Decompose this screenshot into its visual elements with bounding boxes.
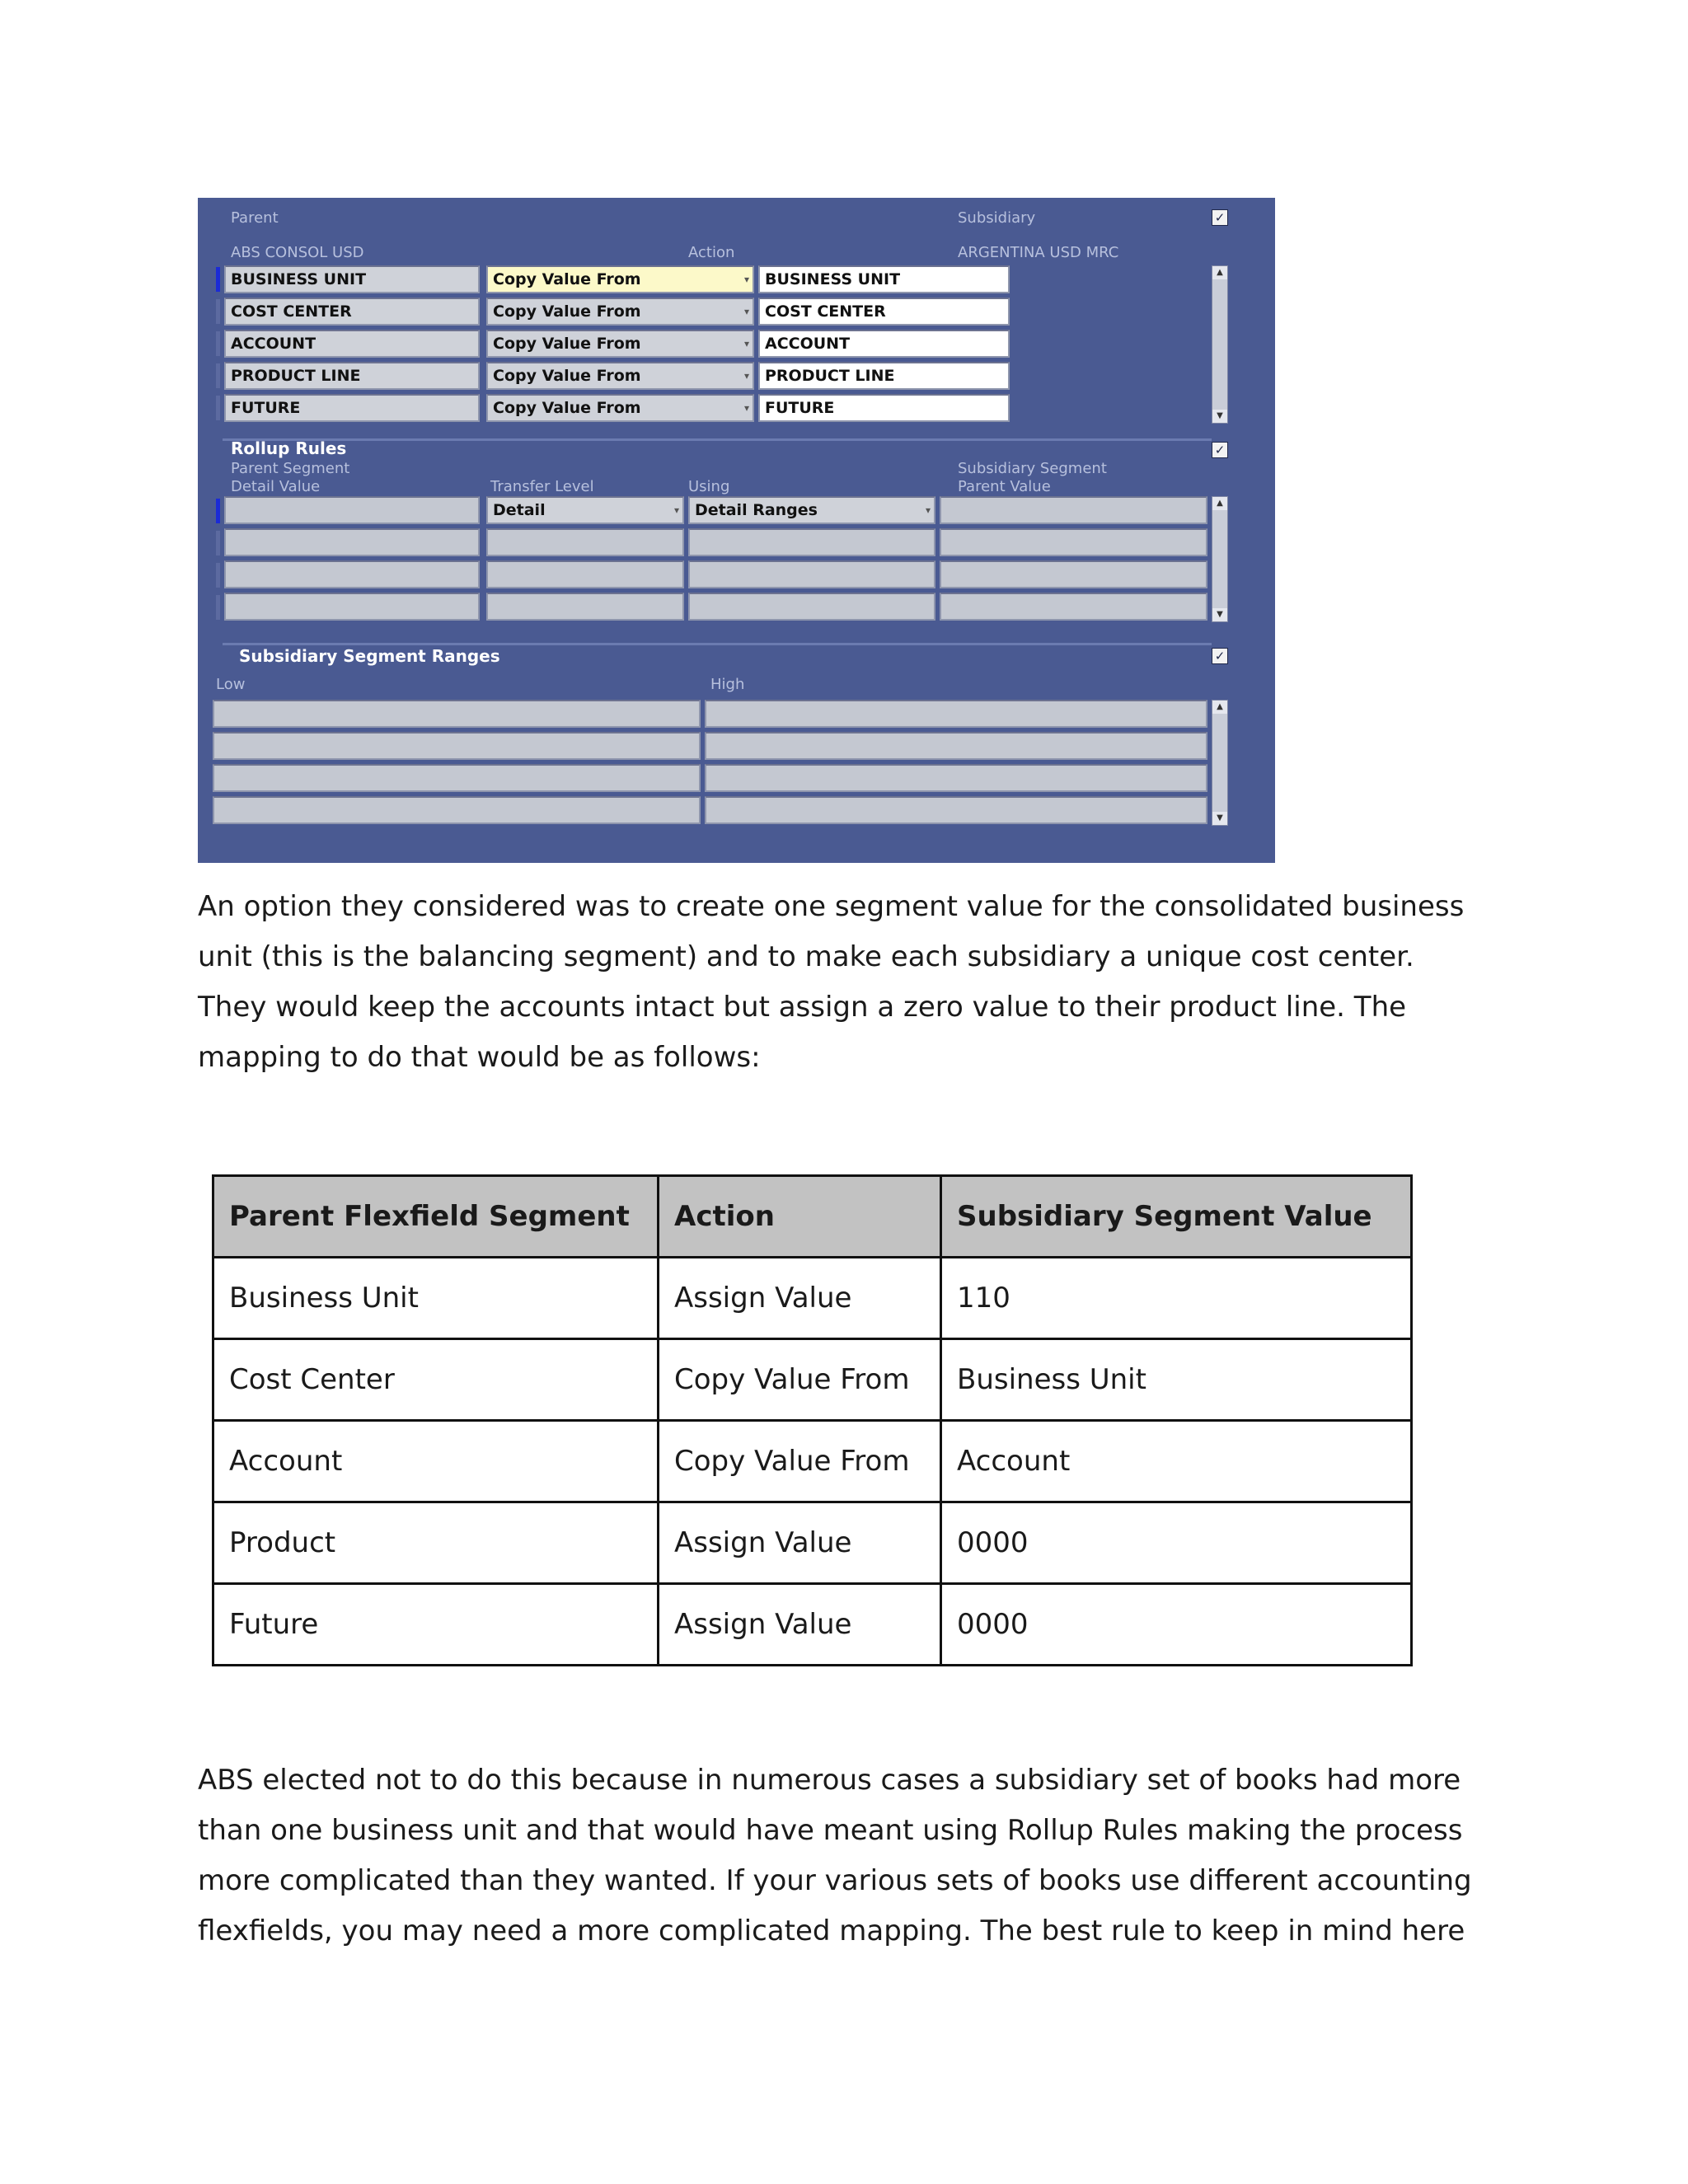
parent-segment-field[interactable]: ACCOUNT xyxy=(224,330,480,358)
segment-mapping-table xyxy=(212,1174,1413,1666)
row-indicator[interactable] xyxy=(216,499,220,523)
table-row xyxy=(213,1502,1412,1584)
table-cell: Copy Value From xyxy=(659,1421,941,1502)
action-select[interactable] xyxy=(486,298,754,326)
column-header: Parent Flexfield Segment xyxy=(213,1176,659,1258)
high-field[interactable] xyxy=(705,764,1207,792)
row-indicator[interactable] xyxy=(216,331,220,356)
section-divider xyxy=(223,438,1212,441)
high-field[interactable] xyxy=(705,732,1207,760)
action-select-value: Copy Value From xyxy=(493,399,641,417)
table-header-row xyxy=(213,1176,1412,1258)
subsidiary-segment-field[interactable]: ACCOUNT xyxy=(758,330,1010,358)
table-cell: Account xyxy=(213,1421,659,1502)
scroll-down-icon[interactable]: ▼ xyxy=(1212,608,1227,621)
parent-set-of-books: ABS CONSOL USD xyxy=(231,244,364,261)
scroll-up-icon[interactable]: ▲ xyxy=(1212,266,1227,279)
subsidiary-segment-label: Subsidiary Segment xyxy=(958,460,1107,477)
table-row xyxy=(213,1421,1412,1502)
parent-value-label: Parent Value xyxy=(958,478,1051,495)
scroll-up-icon[interactable]: ▲ xyxy=(1212,497,1227,510)
row-indicator[interactable] xyxy=(216,396,220,420)
parent-value-field[interactable] xyxy=(940,560,1207,588)
action-select-value: Copy Value From xyxy=(493,302,641,321)
rollup-section-checkbox[interactable]: ✓ xyxy=(1212,442,1228,458)
column-header: Action xyxy=(659,1176,941,1258)
subsidiary-segment-ranges-title: Subsidiary Segment Ranges xyxy=(239,646,500,666)
table-cell: Assign Value xyxy=(659,1502,941,1584)
low-field[interactable] xyxy=(213,700,701,728)
detail-value-field[interactable] xyxy=(224,496,480,524)
segment-rows-scrollbar[interactable] xyxy=(1212,265,1228,424)
transfer-level-value: Detail xyxy=(493,501,546,519)
action-select[interactable] xyxy=(486,394,754,422)
range-rows-scrollbar[interactable] xyxy=(1212,700,1228,826)
table-cell: Assign Value xyxy=(659,1258,941,1339)
paragraph-line: than one business unit and that would have meant using Rollup Rules making the process xyxy=(198,1814,1463,1847)
dropdown-arrow-icon[interactable]: ▾ xyxy=(925,504,931,516)
parent-segment-field[interactable]: COST CENTER xyxy=(224,298,480,326)
scroll-down-icon[interactable]: ▼ xyxy=(1212,812,1227,825)
table-cell: Cost Center xyxy=(213,1339,659,1421)
table-cell: Account xyxy=(941,1421,1412,1502)
paragraph-line: They would keep the accounts intact but assign a zero value to their product line. The xyxy=(198,991,1407,1024)
dropdown-arrow-icon[interactable]: ▾ xyxy=(743,402,749,414)
action-select-value: Copy Value From xyxy=(493,335,641,353)
body-paragraph xyxy=(198,1755,1484,1957)
detail-value-label: Detail Value xyxy=(231,478,321,495)
detail-value-field[interactable] xyxy=(224,528,480,556)
using-label: Using xyxy=(688,478,730,495)
subsidiary-segment-field[interactable]: FUTURE xyxy=(758,394,1010,422)
action-select-value: Copy Value From xyxy=(493,270,641,288)
using-select[interactable] xyxy=(688,528,935,556)
ranges-section-checkbox[interactable]: ✓ xyxy=(1212,648,1228,664)
paragraph-line: An option they considered was to create one segment value for the consolidated business xyxy=(198,890,1465,923)
table-cell: Business Unit xyxy=(941,1339,1412,1421)
dropdown-arrow-icon[interactable]: ▾ xyxy=(743,338,749,349)
table-cell: Product xyxy=(213,1502,659,1584)
row-indicator[interactable] xyxy=(216,299,220,324)
paragraph-line: flexfields, you may need a more complicated mapping. The best rule to keep in mind here xyxy=(198,1915,1465,1947)
parent-segment-field[interactable]: FUTURE xyxy=(224,394,480,422)
action-select[interactable] xyxy=(486,362,754,390)
rollup-rules-title: Rollup Rules xyxy=(231,438,347,458)
high-field[interactable] xyxy=(705,700,1207,728)
using-select[interactable] xyxy=(688,593,935,621)
using-select[interactable] xyxy=(688,560,935,588)
scroll-down-icon[interactable]: ▼ xyxy=(1212,410,1227,423)
parent-value-field[interactable] xyxy=(940,593,1207,621)
low-field[interactable] xyxy=(213,732,701,760)
low-label: Low xyxy=(216,676,246,693)
table-cell: Business Unit xyxy=(213,1258,659,1339)
detail-value-field[interactable] xyxy=(224,593,480,621)
low-field[interactable] xyxy=(213,796,701,824)
body-paragraph xyxy=(198,882,1484,1083)
dropdown-arrow-icon[interactable]: ▾ xyxy=(743,306,749,317)
detail-value-field[interactable] xyxy=(224,560,480,588)
using-value: Detail Ranges xyxy=(695,501,818,519)
action-select-value: Copy Value From xyxy=(493,367,641,385)
parent-label: Parent xyxy=(231,209,279,227)
dropdown-arrow-icon[interactable]: ▾ xyxy=(673,504,679,516)
paragraph-line: unit (this is the balancing segment) and to make each subsidiary a unique cost center. xyxy=(198,940,1414,973)
action-column-label: Action xyxy=(688,244,735,261)
row-indicator[interactable] xyxy=(216,363,220,388)
transfer-level-select[interactable] xyxy=(486,496,684,524)
segment-mapping-form-screenshot xyxy=(198,198,1275,863)
row-indicator[interactable] xyxy=(216,267,220,292)
high-label: High xyxy=(710,676,745,693)
parent-segment-field[interactable]: BUSINESS UNIT xyxy=(224,265,480,293)
action-select[interactable] xyxy=(486,330,754,358)
table-cell: 0000 xyxy=(941,1584,1412,1666)
subsidiary-segment-field[interactable]: PRODUCT LINE xyxy=(758,362,1010,390)
rollup-rows-scrollbar[interactable] xyxy=(1212,496,1228,622)
transfer-level-select[interactable] xyxy=(486,593,684,621)
table-row xyxy=(213,1258,1412,1339)
parent-segment-field[interactable]: PRODUCT LINE xyxy=(224,362,480,390)
transfer-level-label: Transfer Level xyxy=(490,478,594,495)
table-cell: Copy Value From xyxy=(659,1339,941,1421)
subsidiary-label: Subsidiary xyxy=(958,209,1036,227)
scroll-up-icon[interactable]: ▲ xyxy=(1212,701,1227,714)
table-row xyxy=(213,1339,1412,1421)
row-indicator[interactable] xyxy=(216,563,220,588)
low-field[interactable] xyxy=(213,764,701,792)
table-cell: 110 xyxy=(941,1258,1412,1339)
paragraph-line: mapping to do that would be as follows: xyxy=(198,1041,761,1074)
dropdown-arrow-icon[interactable]: ▾ xyxy=(743,370,749,382)
dropdown-arrow-icon[interactable]: ▾ xyxy=(743,274,749,285)
section-divider xyxy=(223,643,1212,645)
row-indicator[interactable] xyxy=(216,595,220,620)
row-indicator[interactable] xyxy=(216,531,220,555)
table-cell: Future xyxy=(213,1584,659,1666)
paragraph-line: ABS elected not to do this because in numerous cases a subsidiary set of books had more xyxy=(198,1764,1461,1797)
parent-value-field[interactable] xyxy=(940,528,1207,556)
transfer-level-select[interactable] xyxy=(486,528,684,556)
parent-segment-label: Parent Segment xyxy=(231,460,350,477)
action-select[interactable] xyxy=(486,265,754,293)
table-cell: 0000 xyxy=(941,1502,1412,1584)
using-select[interactable] xyxy=(688,496,935,524)
subsidiary-set-of-books: ARGENTINA USD MRC xyxy=(958,244,1119,261)
column-header: Subsidiary Segment Value xyxy=(941,1176,1412,1258)
table-row xyxy=(213,1584,1412,1666)
table-cell: Assign Value xyxy=(659,1584,941,1666)
high-field[interactable] xyxy=(705,796,1207,824)
subsidiary-segment-field[interactable]: BUSINESS UNIT xyxy=(758,265,1010,293)
parent-section-checkbox[interactable]: ✓ xyxy=(1212,209,1228,226)
subsidiary-segment-field[interactable]: COST CENTER xyxy=(758,298,1010,326)
paragraph-line: more complicated than they wanted. If your various sets of books use different accounting xyxy=(198,1864,1472,1897)
transfer-level-select[interactable] xyxy=(486,560,684,588)
parent-value-field[interactable] xyxy=(940,496,1207,524)
